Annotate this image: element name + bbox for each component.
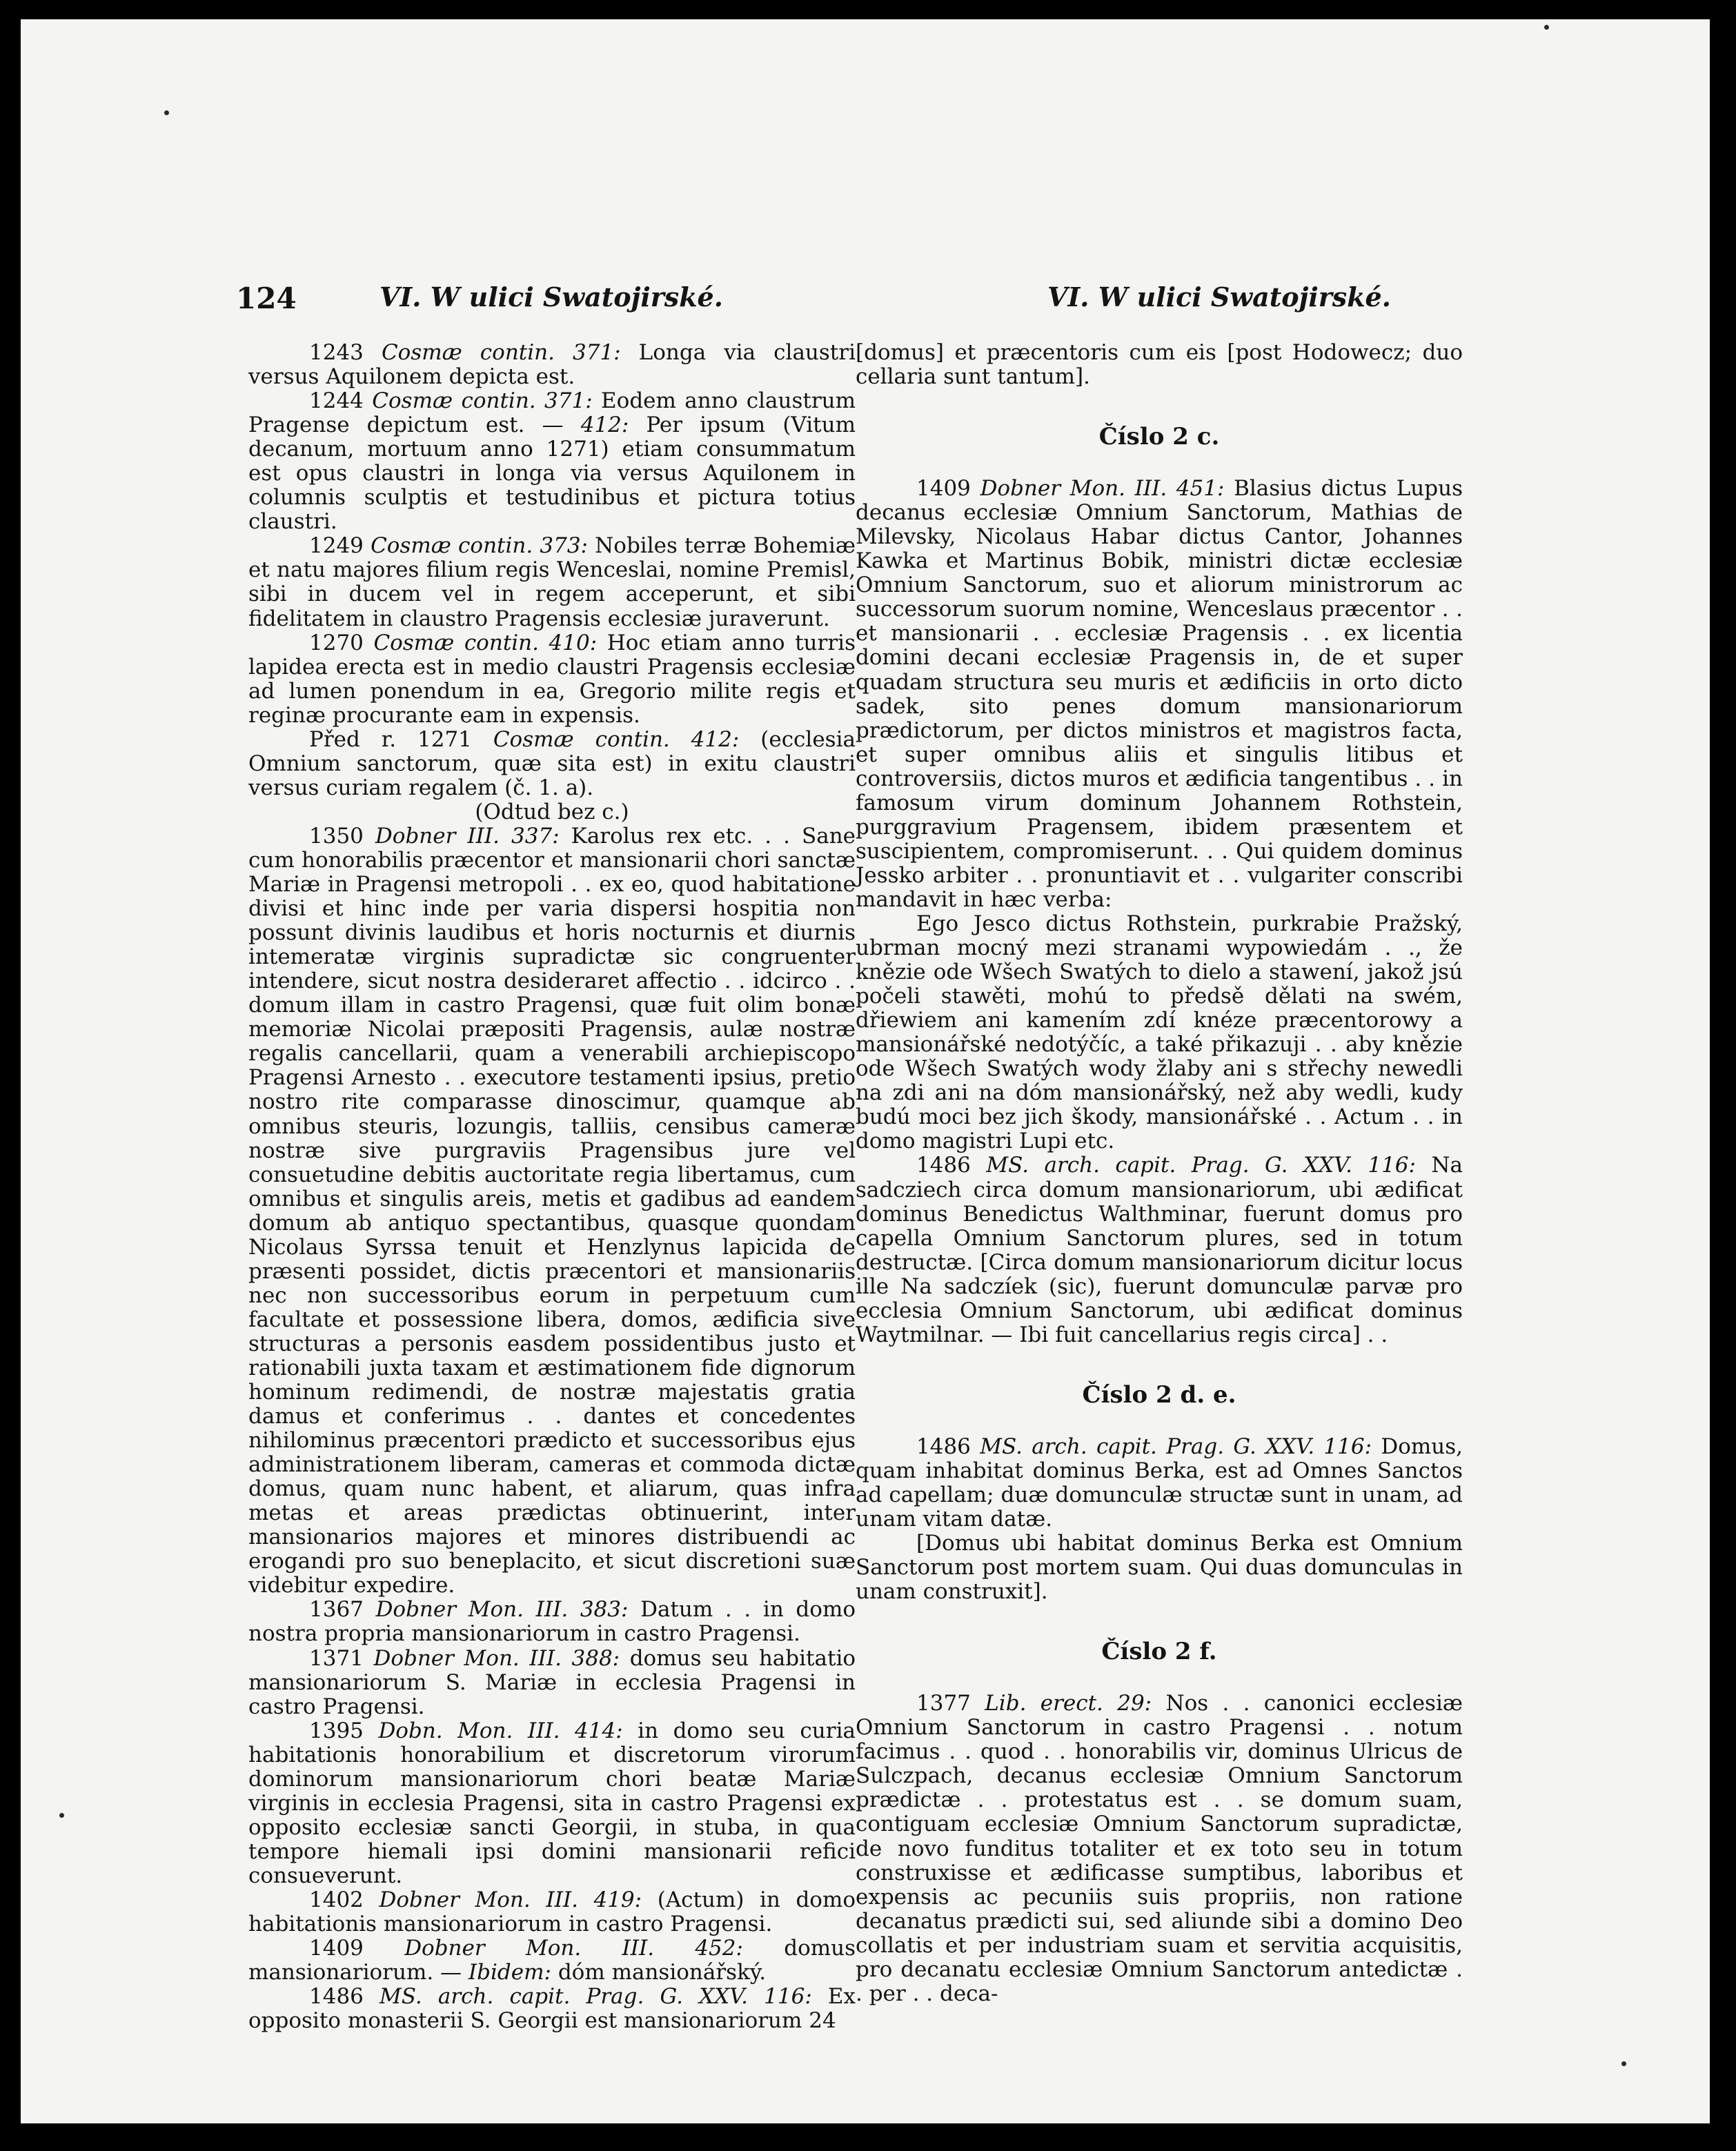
page-number: 124 — [236, 281, 297, 315]
entry-1244: 1244 Cosmæ contin. 371: Eodem anno claustrum Pragense depictum est. — 412: Per ipsum (Vitum decanum, mortuum anno 1271) etiam consummatum est opus claustri in longa via versus Aquilonem in columnis sculptis et testudinibus et pictura totius claustri. — [248, 388, 856, 535]
entry-1409: 1409 Dobner Mon. III. 452: domus mansionariorum. — Ibidem: dóm mansionářský. — [248, 1936, 856, 1985]
left-column — [248, 341, 856, 2033]
entry-1270: 1270 Cosmæ contin. 410: Hoc etiam anno turris lapidea erecta est in medio claustri Pragensis ecclesiæ ad lumen ponendum in ea, Gregorio milite regis et reginæ procurante eam in expensis. — [248, 630, 856, 728]
scan-speck — [1621, 2061, 1626, 2066]
continuation-text: [domus] et præcentoris cum eis [post Hodowecz; duo cellaria sunt tantum]. — [856, 340, 1463, 390]
entry-1486-2c: 1486 MS. arch. capit. Prag. G. XXV. 116: Na sadcziech circa domum mansionariorum, ubi ædificat dominus Benedictus Walthminar, fuerunt domus pro capella Omnium Sanctorum plures, sed in totum destructæ. [Circa domum mansionariorum dicitur locus ille Na sadczíek (sic), fuerunt domunculæ parvæ pro ecclesia Omnium Sanctorum, ubi ædificat dominus Waytmilnar. — Ibi fuit cancellarius regis circa] . . — [856, 1153, 1463, 1347]
running-head-right: VI. W ulici Swatojirské. — [1047, 281, 1391, 313]
entry-1486-2de: 1486 MS. arch. capit. Prag. G. XXV. 116: Domus, quam inhabitat dominus Berka, est ad Omnes Sanctos ad capellam; duæ domunculæ structæ sunt in unam, ad unam vitam datæ. — [856, 1434, 1463, 1532]
czech-verdict: Ego Jesco dictus Rothstein, purkrabie Pražský, ubrman mocný mezi stranami wypowiedám . ., že knězie ode Wšech Swatých to dielo a stawení, jakož jsú počeli stawěti, mohú to předsě dělati na swém, dřiewiem ani kamením zdí knéze præcentorowy a mansionářské nedotýčíc, a také přikazuji . . aby knězie ode Wšech Swatých wody žlaby ani s střechy newedli na zdi ani na dóm mansionářský, než aby wedli, kudy budú moci bez jich škody, mansionářské . . Actum . . in domo magistri Lupi etc. — [856, 911, 1463, 1154]
entry-1486: 1486 MS. arch. capit. Prag. G. XXV. 116: Ex opposito monasterii S. Georgii est mansionariorum 24 — [248, 1984, 856, 2034]
entry-1402: 1402 Dobner Mon. III. 419: (Actum) in domo habitationis mansionariorum in castro Pragensi. — [248, 1887, 856, 1937]
scan-speck — [1544, 25, 1549, 30]
entry-1350: 1350 Dobner III. 337: Karolus rex etc. . . Sane cum honorabilis præcentor et mansionarii chori sanctæ Mariæ in Pragensi metropoli . . ex eo, quod habitatione divisi et hinc inde per varia dispersi hospitia non possunt divinis laudibus et horis nocturnis et diurnis intemeratæ virginis supradictæ sic congruenter intendere, sicut nostra desideraret affectio . . idcirco . . domum illam in castro Pragensi, quæ fuit olim bonæ memoriæ Nicolai præpositi Pragensis, aulæ nostræ regalis cancellarii, quam a venerabili archiepiscopo Pragensi Arnesto . . executore testamenti ipsius, pretio nostro rite comparasse dinoscimur, quamque ab omnibus steuris, lozungis, talliis, censibus cameræ nostræ sive purgraviis Pragensibus jure vel consuetudine debitis auctoritate regia libertamus, cum omnibus et singulis areis, metis et gadibus ad eandem domum ab antiquo spectantibus, quasque quondam Nicolaus Syrssa tenuit et Henzlynus lapicida de præsenti possidet, dictis præcentori et mansionariis nec non successoribus eorum in perpetuum cum facultate et possessione libera, domos, ædificia sive structuras a personis easdem possidentibus justo et rationabili juxta taxam et æstimationem fide dignorum hominum redimendi, de nostræ majestatis gratia damus et conferimus . . dantes et concedentes nihilominus præcentori prædicto et successoribus ejus administrationem liberam, cameras et commoda dictæ domus, quam nunc habent, et aliarum, quas infra metas et areas prædictas obtinuerint, inter mansionarios majores et minores distribuendi ac erogandi pro suo beneplacito, et sicut discretioni suæ videbitur expedire. — [248, 823, 856, 1598]
running-head-left: VI. W ulici Swatojirské. — [379, 281, 723, 313]
entry-1243: 1243 Cosmæ contin. 371: Longa via claustri versus Aquilonem depicta est. — [248, 340, 856, 390]
right-column — [856, 341, 1463, 2006]
entry-1409-2c: 1409 Dobner Mon. III. 451: Blasius dictus Lupus decanus ecclesiæ Omnium Sanctorum, Mathias de Milevsky, Nicolaus Habar dictus Cantor, Johannes Kawka et Martinus Bobik, ministri dictæ ecclesiæ Omnium Sanctorum, suo et aliorum ministrorum ac successorum suorum nomine, Wenceslaus præcentor . . et mansionarii . . ecclesiæ Pragensis . . ex licentia domini decani ecclesiæ Pragensis in, de et super quadam structura seu muris et ædificiis in orto dicto sadek, sito penes domum mansionariorum prædictorum, per dictos ministros et magistros facta, et super omnibus aliis et singulis litibus et controversiis, dictos muros et ædificia tangentibus . . in famosum virum dominum Johannem Rothstein, purggravium Pragensem, ibidem præsentem et suscipientem, compromiserunt. . . Qui quidem dominus Jessko arbiter . . pronuntiavit et . . vulgariter conscribi mandavit in hæc verba: — [856, 476, 1463, 912]
entry-1395: 1395 Dobn. Mon. III. 414: in domo seu curia habitationis honorabilium et discretorum virorum dominorum mansionariorum chori beatæ Mariæ virginis in ecclesia Pragensi, sita in castro Pragensi ex opposito ecclesiæ sancti Georgii, in stuba, in qua tempore hiemali ipsi domini mansionarii refici consueverunt. — [248, 1718, 856, 1888]
entry-1367: 1367 Dobner Mon. III. 383: Datum . . in domo nostra propria mansionariorum in castro Pragensi. — [248, 1597, 856, 1647]
scan-speck — [59, 1813, 64, 1818]
entry-1249: 1249 Cosmæ contin. 373: Nobiles terræ Bohemiæ et natu majores filium regis Wenceslai, nomine Premisl, sibi in ducem vel in regem acceperunt, et sibi fidelitatem in claustro Pragensis ecclesiæ juraverunt. — [248, 533, 856, 631]
entry-1371: 1371 Dobner Mon. III. 388: domus seu habitatio mansionariorum S. Mariæ in ecclesia Pragensi in castro Pragensi. — [248, 1645, 856, 1719]
bracket-note-2de: [Domus ubi habitat dominus Berka est Omnium Sanctorum post mortem suam. Qui duas domunculas in unam construxit]. — [856, 1531, 1463, 1605]
entry-pred-1271: Před r. 1271 Cosmæ contin. 412: (ecclesia Omnium sanctorum, quæ sita est) in exitu claustri versus curiam regalem (č. 1. a). — [248, 726, 856, 800]
page-header — [21, 261, 1710, 316]
scan-speck — [164, 110, 169, 115]
section-heading-2f: Číslo 2 f. — [1101, 1638, 1217, 1666]
section-heading-2de: Číslo 2 d. e. — [1082, 1380, 1236, 1409]
section-heading-2c: Číslo 2 c. — [1098, 423, 1220, 451]
entry-1377-2f: 1377 Lib. erect. 29: Nos . . canonici ecclesiæ Omnium Sanctorum in castro Pragensi . . notum facimus . . quod . . honorabilis vir, dominus Ulricus de Sulczpach, decanus ecclesiæ Omnium Sanctorum prædictæ . . protestatus est . . se domum suam, contiguam ecclesiæ Omnium Sanctorum supradictæ, de novo funditus totaliter et ex toto seu in totum construxisse et ædificasse sumptibus, laboribus et expensis ac pecuniis suis propriis, non ratione decanatus prædicti sui, sed aliunde sibi a domino Deo collatis et per industriam suam et servitia acquisitis, pro decanatu ecclesiæ Omnium Sanctorum antedictæ . . per . . deca- — [856, 1691, 1463, 2006]
book-page — [21, 19, 1710, 2123]
editorial-note: (Odtud bez c.) — [475, 799, 629, 824]
